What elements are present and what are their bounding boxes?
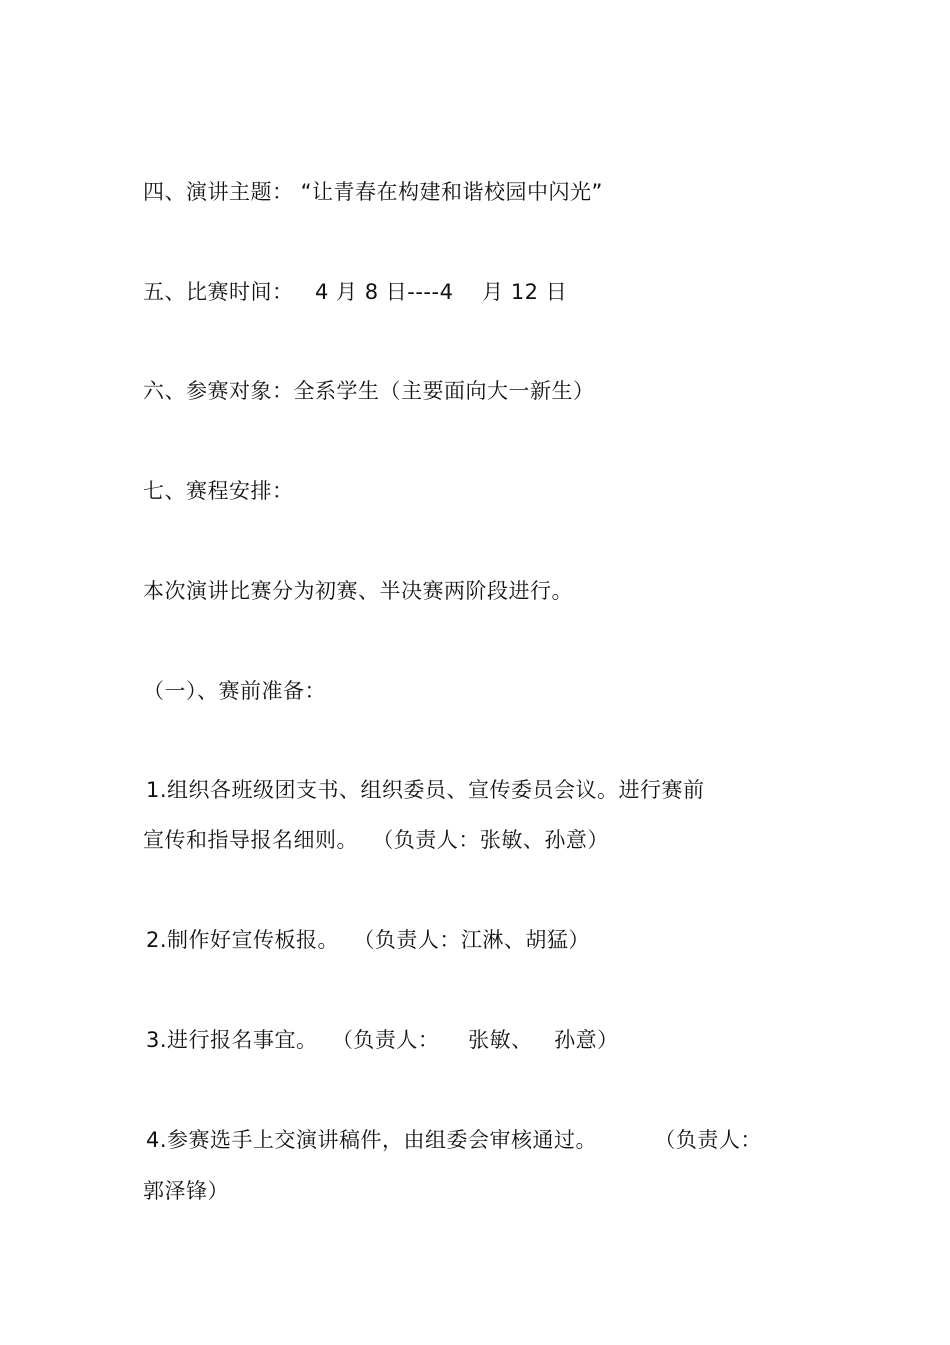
section-participants: 六、参赛对象：全系学生（主要面向大一新生） — [143, 379, 595, 403]
section-schedule-heading: 七、赛程安排： — [143, 479, 294, 503]
section-topic: 四、演讲主题： “让青春在构建和谐校园中闪光” — [143, 180, 603, 204]
prep-item-1-line-1: 1.组织各班级团支书、组织委员、宣传委员会议。进行赛前 — [146, 778, 705, 802]
prep-item-1-line-2: 宣传和指导报名细则。 （负责人：张敏、孙意） — [143, 828, 609, 852]
prep-item-2: 2.制作好宣传板报。 （负责人：江淋、胡猛） — [146, 928, 590, 952]
prep-item-3: 3.进行报名事宜。 （负责人： 张敏、 孙意） — [146, 1028, 619, 1052]
prep-item-4-line-2: 郭泽锋） — [143, 1179, 229, 1203]
schedule-intro: 本次演讲比赛分为初赛、半决赛两阶段进行。 — [143, 579, 573, 603]
prep-item-4-line-1: 4.参赛选手上交演讲稿件，由组委会审核通过。 （负责人： — [146, 1128, 762, 1152]
section-time: 五、比赛时间： 4 月 8 日----4 月 12 日 — [143, 280, 568, 304]
subsection-preparation: （一）、赛前准备： — [143, 679, 326, 703]
